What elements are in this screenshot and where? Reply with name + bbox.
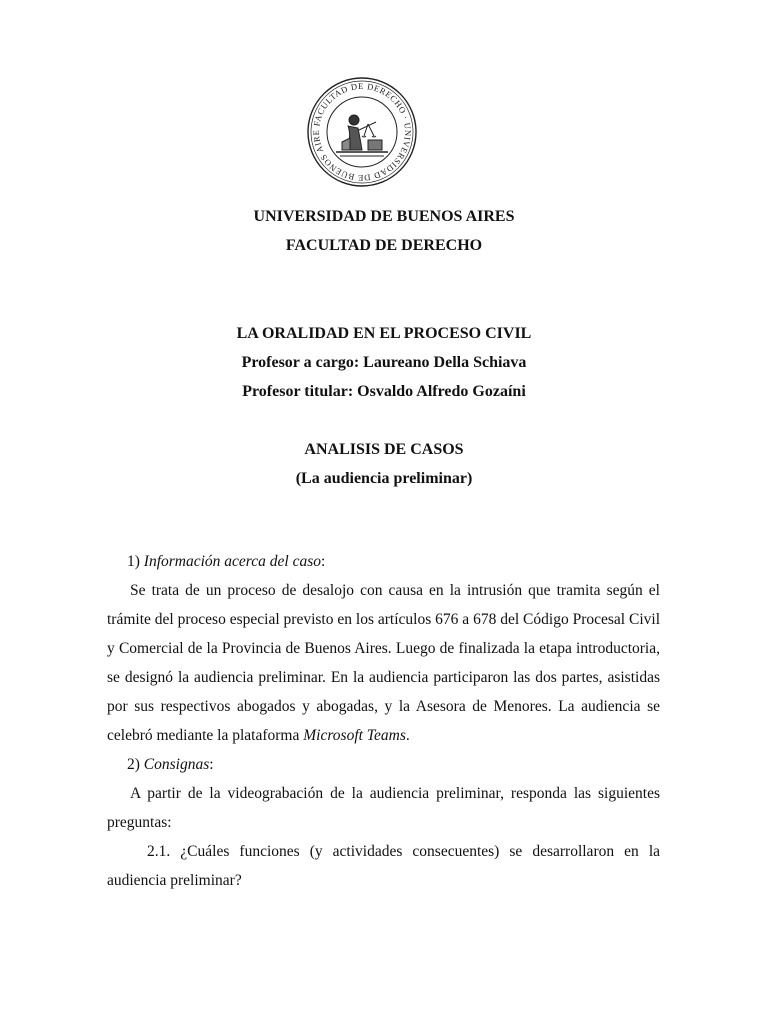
case-description-end: . xyxy=(405,727,410,744)
question-2-1-number: 2.1. xyxy=(147,843,181,860)
case-description-text: Se trata de un proceso de desalojo con causa en la intrusión que tramita según el trámite del proceso especial previsto en los artículos 676 a 678 del Código Procesal Civil y Comercial de la Provincia de Buenos Aires. Luego de finalizada la etapa introductoria, se designó la audiencia preliminar. En la audiencia participaron las dos partes, asistidas por sus respectivos abogados y abogadas, y la Asesora de Menores. La audiencia se celebró mediante la plataforma xyxy=(107,582,660,744)
head-professor: Profesor titular: Osvaldo Alfredo Gozaíni xyxy=(242,383,526,400)
item1-number: 1) xyxy=(127,553,144,570)
section-subtitle: (La audiencia preliminar) xyxy=(295,470,473,487)
platform-name: Microsoft Teams xyxy=(303,727,406,744)
course-title: LA ORALIDAD EN EL PROCESO CIVIL xyxy=(236,325,532,342)
university-seal-logo xyxy=(306,76,418,188)
faculty-name: FACULTAD DE DERECHO xyxy=(285,237,483,254)
item2-heading-text: Consignas xyxy=(143,756,210,773)
university-name: UNIVERSIDAD DE BUENOS AIRES xyxy=(253,208,515,225)
item1-heading-text: Información acerca del caso xyxy=(143,553,321,570)
question-2-1-text: ¿Cuáles funciones (y actividades consecuentes) se desarrollaron en la audiencia preliminar? xyxy=(107,843,660,889)
item1-heading xyxy=(127,547,647,576)
item2-heading xyxy=(127,750,647,779)
question-2-1 xyxy=(107,837,660,895)
instructions-paragraph: A partir de la videograbación de la audiencia preliminar, responda las siguientes preguntas: xyxy=(107,785,660,831)
item1-colon: : xyxy=(321,553,326,570)
svg-text:FACULTAD DE DERECHO · UNIVERSI: FACULTAD DE DERECHO · UNIVERSIDAD DE BUENOS AIRE xyxy=(310,80,414,184)
item2-colon: : xyxy=(209,756,214,773)
professor-in-charge: Profesor a cargo: Laureano Della Schiava xyxy=(241,354,527,371)
item2-number: 2) xyxy=(127,756,144,773)
case-description-paragraph xyxy=(107,576,660,750)
section-title: ANALISIS DE CASOS xyxy=(304,441,464,458)
